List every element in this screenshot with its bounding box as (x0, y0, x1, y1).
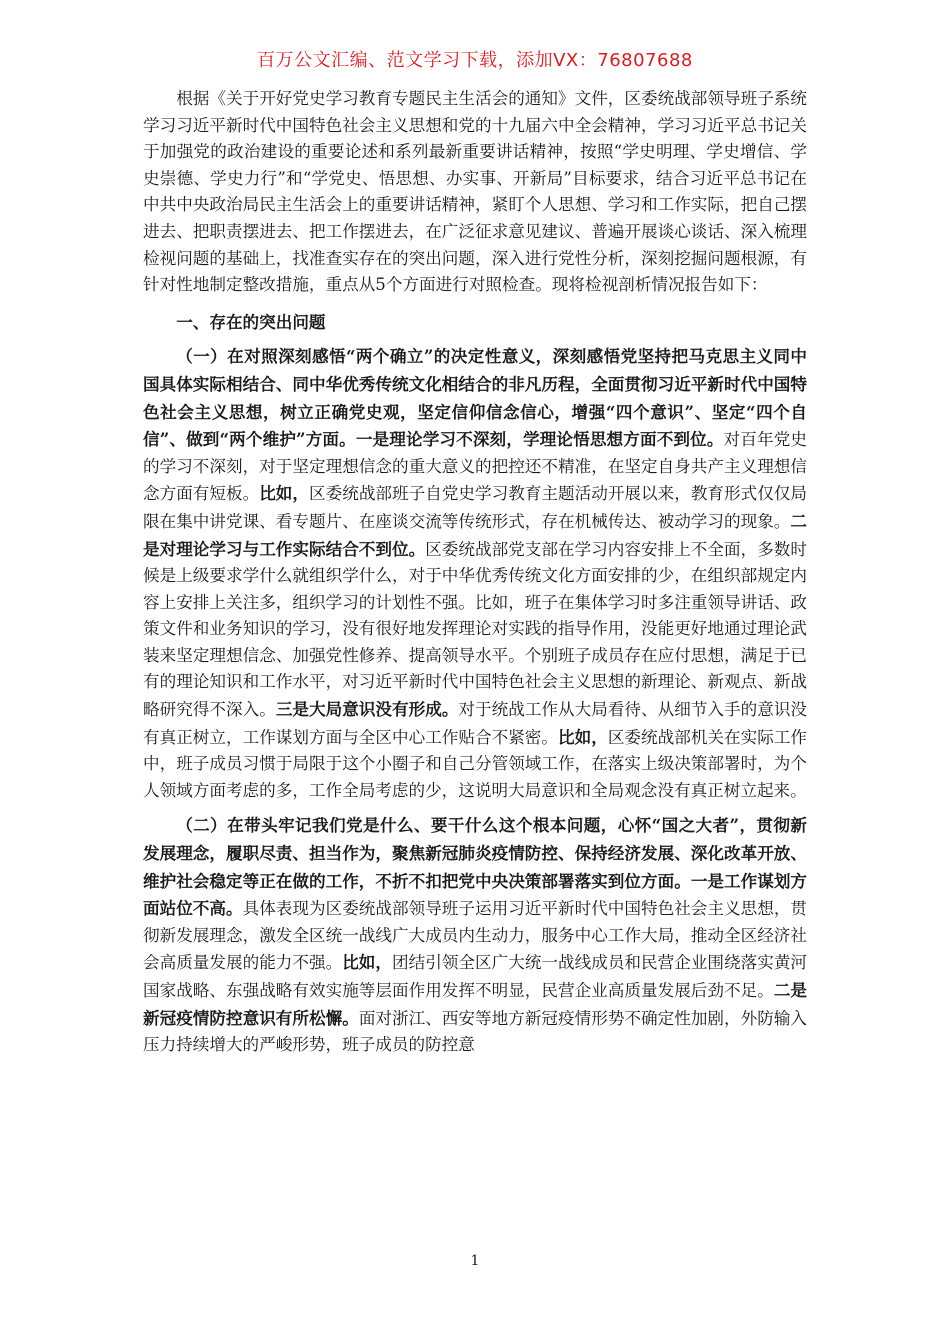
example-text: 团结引领全区广大统一战线成员和民营企业围绕落实黄河国家战略、东强战略有效实施等层面作用发挥不明显，民营企业高质量发展后劲不足。 (143, 953, 808, 1000)
example-text: 区委统战部机关在实际工作中，班子成员习惯于局限于这个小圈子和自己分管领域工作，在落实上级决策部署时，为个人领域方面考虑的多，工作全局考虑的少，这说明大局意识和全局观念没有真正树立起来。 (143, 727, 808, 800)
point-title: 三是大局意识没有形成。 (275, 699, 459, 720)
point-text: 面对浙江、西安等地方新冠疫情形势不确定性加剧，外防输入压力持续增大的严峻形势，班子成员的防控意 (143, 1008, 808, 1055)
watermark-header: 百万公文汇编、范文学习下载，添加VX：76807688 (257, 50, 693, 71)
issue-paragraph-1 (143, 343, 807, 804)
point-text: 具体表现为区委统战部领导班子运用习近平新时代中国特色社会主义思想，贯彻新发展理念，激发全区统一战线广大成员内生动力，服务中心工作大局，推动全区经济社会高质量发展的能力不强。 (143, 899, 808, 973)
section-title: 一、存在的突出问题 (176, 311, 326, 332)
issue-heading: （二）在带头牢记我们党是什么、要干什么这个根本问题，心怀“国之大者”，贯彻新发展理念，履职尽责、担当作为，聚焦新冠肺炎疫情防控、保持经济发展、深化改革开放、维护社会稳定等正在做的工作，不折不扣把党中央决策部署落实到位方面。 (143, 815, 807, 891)
point-text: 对于统战工作从大局看待、从细节入手的意识没有真正树立，工作谋划方面与全区中心工作贴合不紧密。 (143, 700, 808, 747)
issue-paragraph-2 (143, 812, 807, 1058)
point-text: 对百年党史的学习不深刻，对于坚定理想信念的重大意义的把控还不精准，在坚定自身共产主义理想信念方面有短板。 (143, 430, 807, 504)
example-label: 比如， (558, 726, 608, 747)
point-title: 一是理论学习不深刻，学理论悟思想方面不到位。 (355, 429, 724, 450)
issue-heading: （一）在对照深刻感悟“两个确立”的决定性意义，深刻感悟党坚持把马克思主义同中国具体实际相结合、同中华优秀传统文化相结合的非凡历程，全面贯彻习近平新时代中国特色社会主义思想，树立正确党史观，坚定信仰信念信心，增强“四个意识”、坚定“四个自信”、做到“两个维护”方面。 (143, 346, 807, 450)
point-title: 二是新冠疫情防控意识有所松懈。 (143, 980, 808, 1028)
intro-paragraph: 根据《关于开好党史学习教育专题民主生活会的通知》文件，区委统战部领导班子系统学习习近平新时代中国特色社会主义思想和党的十九届六中全会精神，学习习近平总书记关于加强党的政治建设的重要论述和系列最新重要讲话精神，按照“学史明理、学史增信、学史崇德、学史力行”和“学党史、悟思想、办实事、开新局”目标要求，结合习近平总书记在中共中央政治局民主生活会上的重要讲话精神，紧盯个人思想、学习和工作实际，把自己摆进去、把职责摆进去、把工作摆进去，在广泛征求意见建议、普遍开展谈心谈话、深入梳理检视问题的基础上，找准查实存在的突出问题，深入进行党性分析，深刻挖掘问题根源，有针对性地制定整改措施，重点从5个方面进行对照检查。现将检视剖析情况报告如下： (143, 89, 807, 295)
example-text: 区委统战部班子自党史学习教育主题活动开展以来，教育形式仅仅局限在集中讲党课、看专题片、在座谈交流等传统形式，存在机械传达、被动学习的现象。 (143, 484, 808, 531)
point-title: 二是对理论学习与工作实际结合不到位。 (143, 510, 807, 559)
point-title: 一是工作谋划方面站位不高。 (143, 870, 808, 919)
example-label: 比如， (342, 952, 393, 973)
point-text: 区委统战部党支部在学习内容安排上不全面，多数时候是上级要求学什么就组织学什么，对于中华优秀传统文化方面安排的少，在组织部规定内容上安排上关注多，组织学习的计划性不强。比如，班子在集体学习时多注重领导讲话、政策文件和业务知识的学习，没有很好地发挥理论对实践的指导作用，没能更好地通过理论武装来坚定理想信念、加强党性修养、提高领导水平。个别班子成员存在应付思想，满足于已有的理论知识和工作水平，对习近平新时代中国特色社会主义思想的新理论、新观点、新战略研究得不深入。 (143, 539, 807, 720)
document-body (143, 86, 807, 1059)
example-label: 比如， (259, 483, 310, 504)
page-number: 1 (470, 1253, 480, 1269)
